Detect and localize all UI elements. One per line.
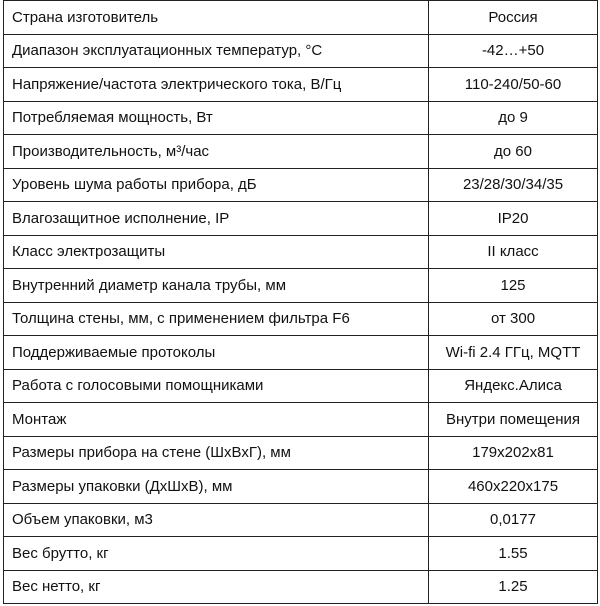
value-cell: 23/28/30/34/35	[429, 168, 598, 202]
value-cell: Россия	[429, 1, 598, 35]
value-cell: 1.25	[429, 570, 598, 604]
table-row	[4, 336, 598, 370]
value-cell: 110-240/50-60	[429, 68, 598, 102]
parameter-cell: Страна изготовитель	[4, 1, 429, 35]
table-row	[4, 570, 598, 604]
parameter-cell: Размеры прибора на стене (ШхВхГ), мм	[4, 436, 429, 470]
value-cell: Wi-fi 2.4 ГГц, MQTT	[429, 336, 598, 370]
table-row	[4, 269, 598, 303]
table-row	[4, 537, 598, 571]
parameter-cell: Уровень шума работы прибора, дБ	[4, 168, 429, 202]
parameter-cell: Внутренний диаметр канала трубы, мм	[4, 269, 429, 303]
table-row	[4, 369, 598, 403]
parameter-cell: Монтаж	[4, 403, 429, 437]
table-row	[4, 302, 598, 336]
parameter-cell: Размеры упаковки (ДхШхВ), мм	[4, 470, 429, 504]
value-cell: Внутри помещения	[429, 403, 598, 437]
parameter-cell: Объем упаковки, м3	[4, 503, 429, 537]
table-row	[4, 68, 598, 102]
table-row	[4, 135, 598, 169]
value-cell: 0,0177	[429, 503, 598, 537]
specifications-body	[4, 1, 598, 604]
parameter-cell: Поддерживаемые протоколы	[4, 336, 429, 370]
value-cell: IP20	[429, 202, 598, 236]
value-cell: 1.55	[429, 537, 598, 571]
table-row	[4, 101, 598, 135]
table-row	[4, 235, 598, 269]
parameter-cell: Потребляемая мощность, Вт	[4, 101, 429, 135]
parameter-cell: Вес брутто, кг	[4, 537, 429, 571]
value-cell: Яндекс.Алиса	[429, 369, 598, 403]
table-row	[4, 34, 598, 68]
value-cell: II класс	[429, 235, 598, 269]
specifications-table	[3, 0, 598, 604]
table-row	[4, 202, 598, 236]
table-row	[4, 403, 598, 437]
parameter-cell: Диапазон эксплуатационных температур, °С	[4, 34, 429, 68]
value-cell: 125	[429, 269, 598, 303]
parameter-cell: Вес нетто, кг	[4, 570, 429, 604]
value-cell: 460х220х175	[429, 470, 598, 504]
value-cell: до 9	[429, 101, 598, 135]
parameter-cell: Толщина стены, мм, с применением фильтра F6	[4, 302, 429, 336]
parameter-cell: Производительность, м³/час	[4, 135, 429, 169]
parameter-cell: Класс электрозащиты	[4, 235, 429, 269]
table-row	[4, 503, 598, 537]
parameter-cell: Напряжение/частота электрического тока, В/Гц	[4, 68, 429, 102]
value-cell: от 300	[429, 302, 598, 336]
table-row	[4, 168, 598, 202]
parameter-cell: Работа с голосовыми помощниками	[4, 369, 429, 403]
parameter-cell: Влагозащитное исполнение, IP	[4, 202, 429, 236]
table-row	[4, 436, 598, 470]
table-row	[4, 470, 598, 504]
value-cell: до 60	[429, 135, 598, 169]
value-cell: 179х202х81	[429, 436, 598, 470]
table-row	[4, 1, 598, 35]
value-cell: -42…+50	[429, 34, 598, 68]
